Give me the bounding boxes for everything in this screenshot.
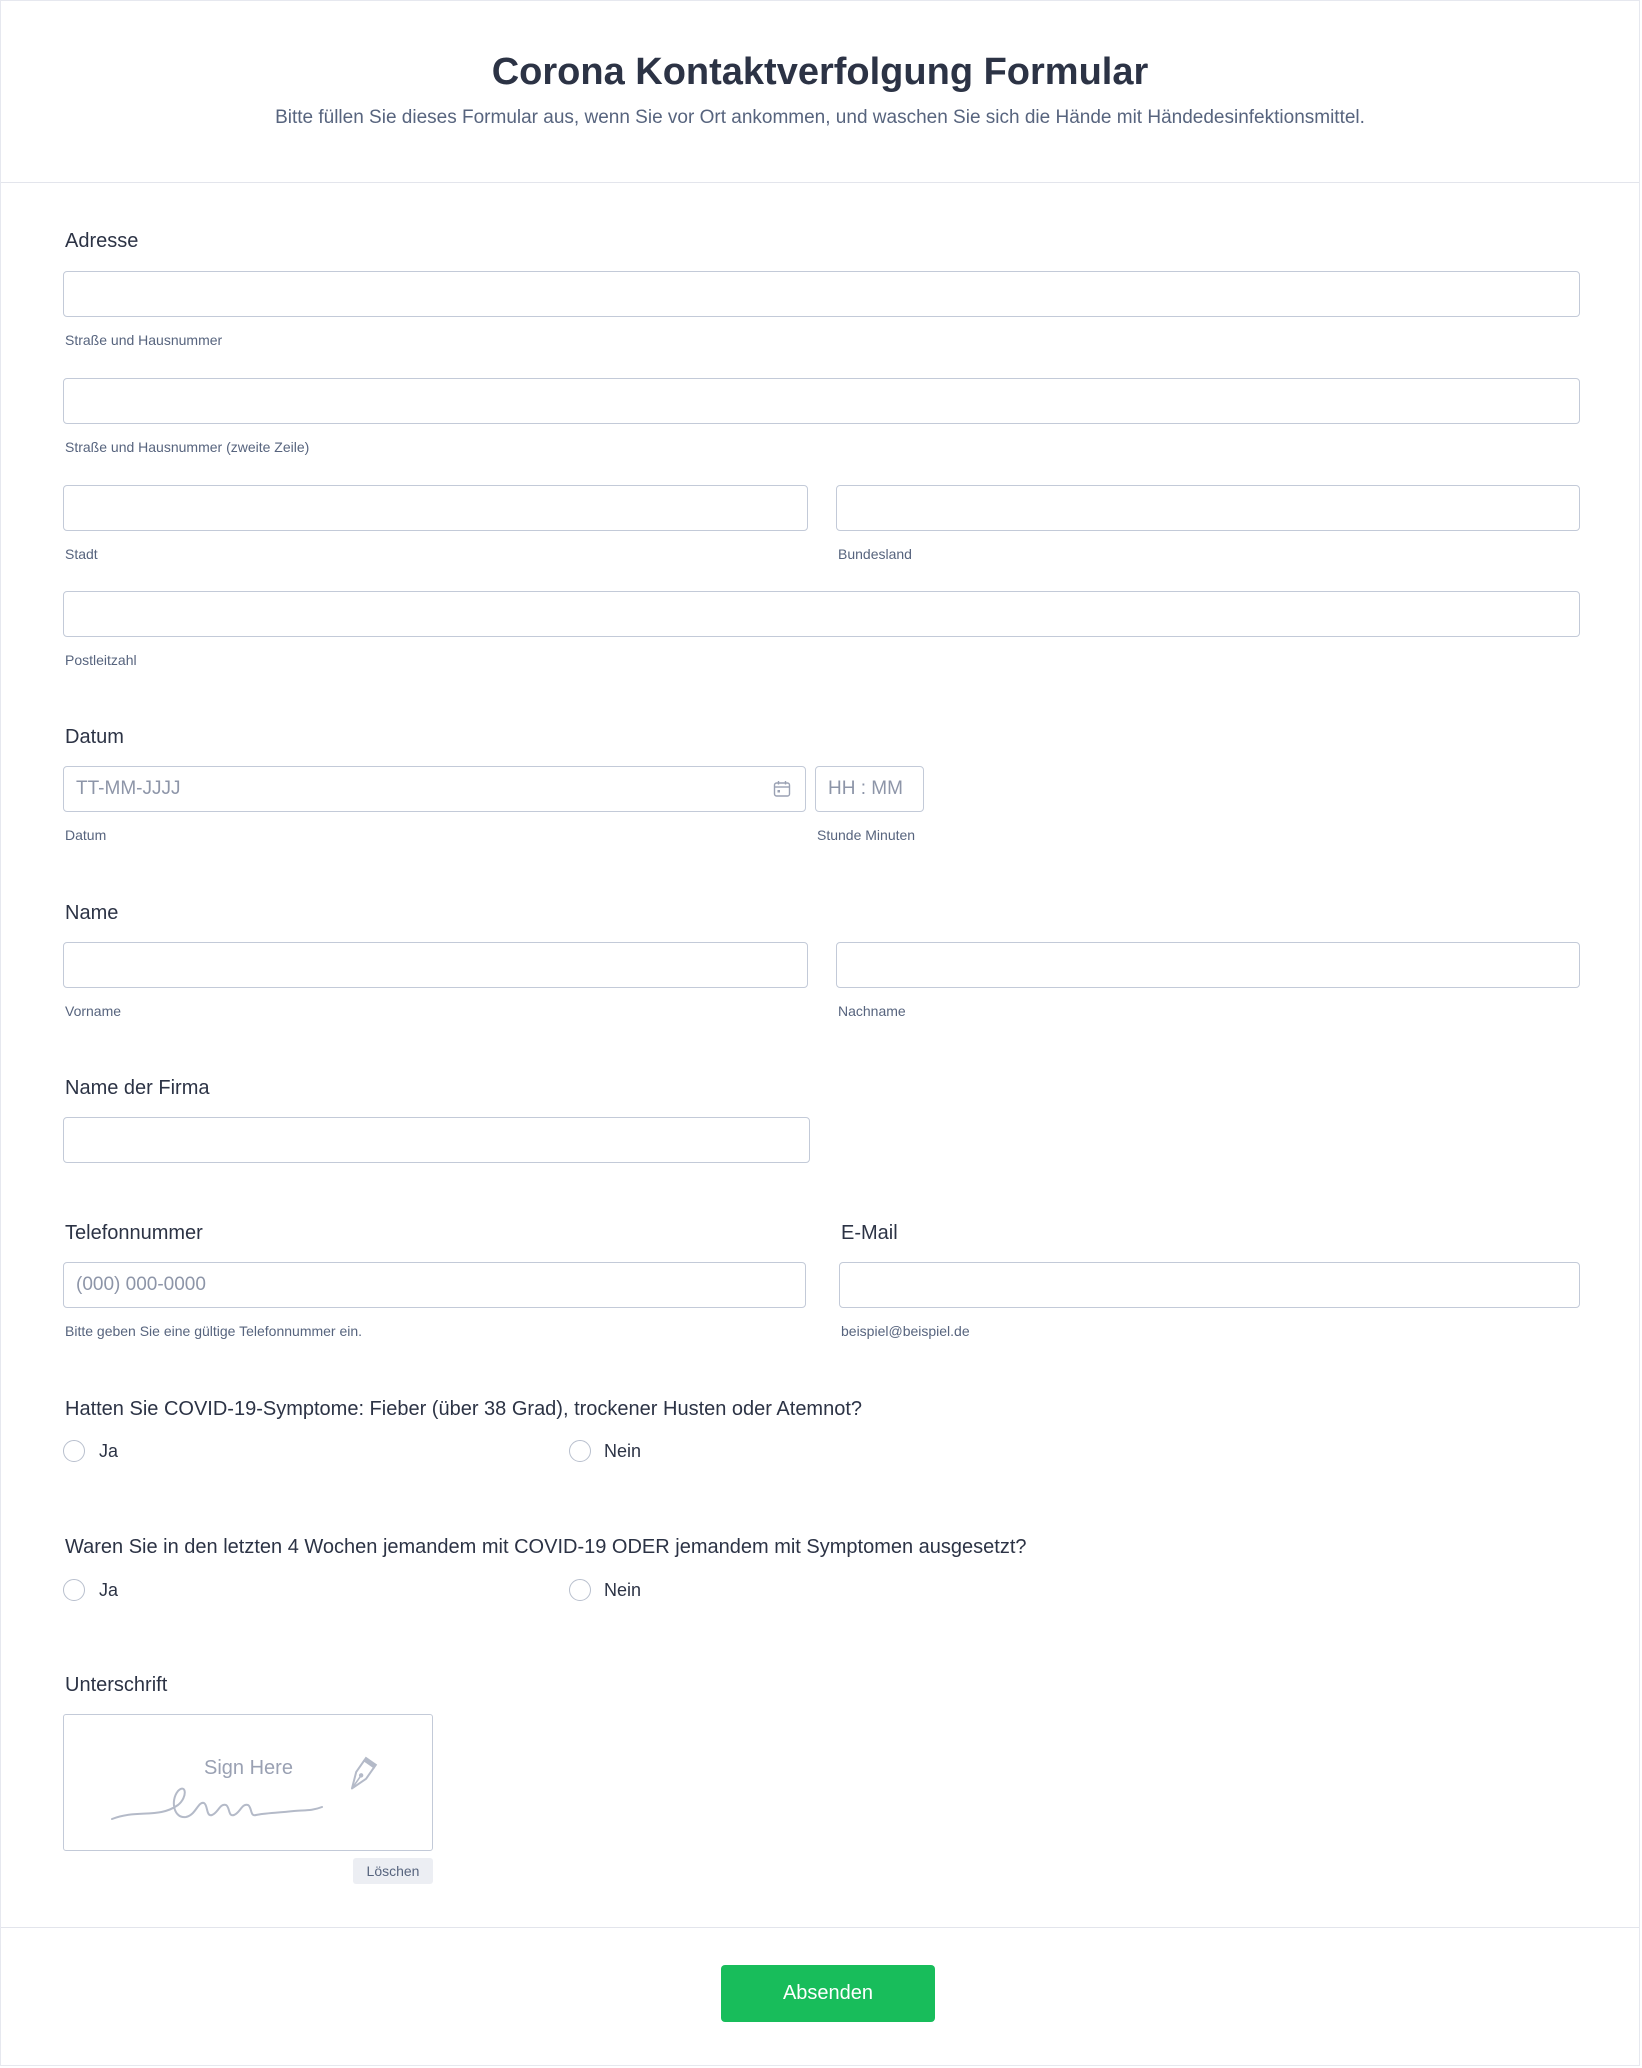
q1-radio-ja[interactable] bbox=[63, 1440, 85, 1462]
time-input[interactable] bbox=[815, 766, 924, 812]
form-footer bbox=[1, 1927, 1639, 2068]
company-input[interactable] bbox=[63, 1117, 810, 1163]
state-sublabel: Bundesland bbox=[838, 546, 912, 562]
zip-input[interactable] bbox=[63, 591, 1580, 637]
state-input[interactable] bbox=[836, 485, 1580, 531]
name-label: Name bbox=[65, 902, 119, 924]
email-input[interactable] bbox=[839, 1262, 1580, 1308]
phone-input[interactable] bbox=[63, 1262, 806, 1308]
form-header bbox=[1, 1, 1639, 183]
pen-nib-icon bbox=[338, 1755, 382, 1799]
date-sublabel: Datum bbox=[65, 827, 107, 843]
phone-sublabel: Bitte geben Sie eine gültige Telefonnummer ein. bbox=[65, 1323, 363, 1339]
q2-label: Waren Sie in den letzten 4 Wochen jemandem mit COVID-19 ODER jemandem mit Symptomen ausgesetzt? bbox=[65, 1536, 1027, 1558]
last-name-input[interactable] bbox=[836, 942, 1580, 988]
time-sublabel: Stunde Minuten bbox=[817, 827, 916, 843]
clear-signature-button[interactable]: Löschen bbox=[353, 1858, 433, 1884]
form-title: Corona Kontaktverfolgung Formular bbox=[491, 51, 1149, 93]
q1-option-nein-label[interactable]: Nein bbox=[604, 1441, 642, 1461]
signature-placeholder: Sign Here bbox=[204, 1757, 293, 1779]
date-label: Datum bbox=[65, 726, 124, 748]
email-label: E-Mail bbox=[841, 1222, 898, 1244]
street2-sublabel: Straße und Hausnummer (zweite Zeile) bbox=[65, 439, 310, 455]
address-label: Adresse bbox=[65, 230, 139, 252]
street-sublabel: Straße und Hausnummer bbox=[65, 332, 223, 348]
email-sublabel: beispiel@beispiel.de bbox=[841, 1323, 970, 1339]
zip-sublabel: Postleitzahl bbox=[65, 652, 137, 668]
company-label: Name der Firma bbox=[65, 1077, 210, 1099]
first-name-sublabel: Vorname bbox=[65, 1003, 122, 1019]
city-sublabel: Stadt bbox=[65, 546, 98, 562]
date-input[interactable] bbox=[63, 766, 806, 812]
q1-option-ja-label[interactable]: Ja bbox=[99, 1441, 119, 1461]
phone-label: Telefonnummer bbox=[65, 1222, 203, 1244]
form-description: Bitte füllen Sie dieses Formular aus, wenn Sie vor Ort ankommen, und waschen Sie sich die Hände mit Händedesinfektionsmittel. bbox=[275, 107, 1365, 128]
q2-option-ja-label[interactable]: Ja bbox=[99, 1580, 119, 1600]
signature-pad[interactable] bbox=[63, 1714, 433, 1851]
city-input[interactable] bbox=[63, 485, 808, 531]
q2-option-nein-label[interactable]: Nein bbox=[604, 1580, 642, 1600]
street-input[interactable] bbox=[63, 271, 1580, 317]
last-name-sublabel: Nachname bbox=[838, 1003, 906, 1019]
calendar-icon[interactable] bbox=[773, 780, 791, 798]
q1-radio-nein[interactable] bbox=[569, 1440, 591, 1462]
submit-button[interactable]: Absenden bbox=[721, 1965, 935, 2022]
first-name-input[interactable] bbox=[63, 942, 808, 988]
street2-input[interactable] bbox=[63, 378, 1580, 424]
signature-label: Unterschrift bbox=[65, 1674, 168, 1696]
q1-label: Hatten Sie COVID-19-Symptome: Fieber (über 38 Grad), trockener Husten oder Atemnot? bbox=[65, 1398, 863, 1420]
q2-radio-ja[interactable] bbox=[63, 1579, 85, 1601]
q2-radio-nein[interactable] bbox=[569, 1579, 591, 1601]
